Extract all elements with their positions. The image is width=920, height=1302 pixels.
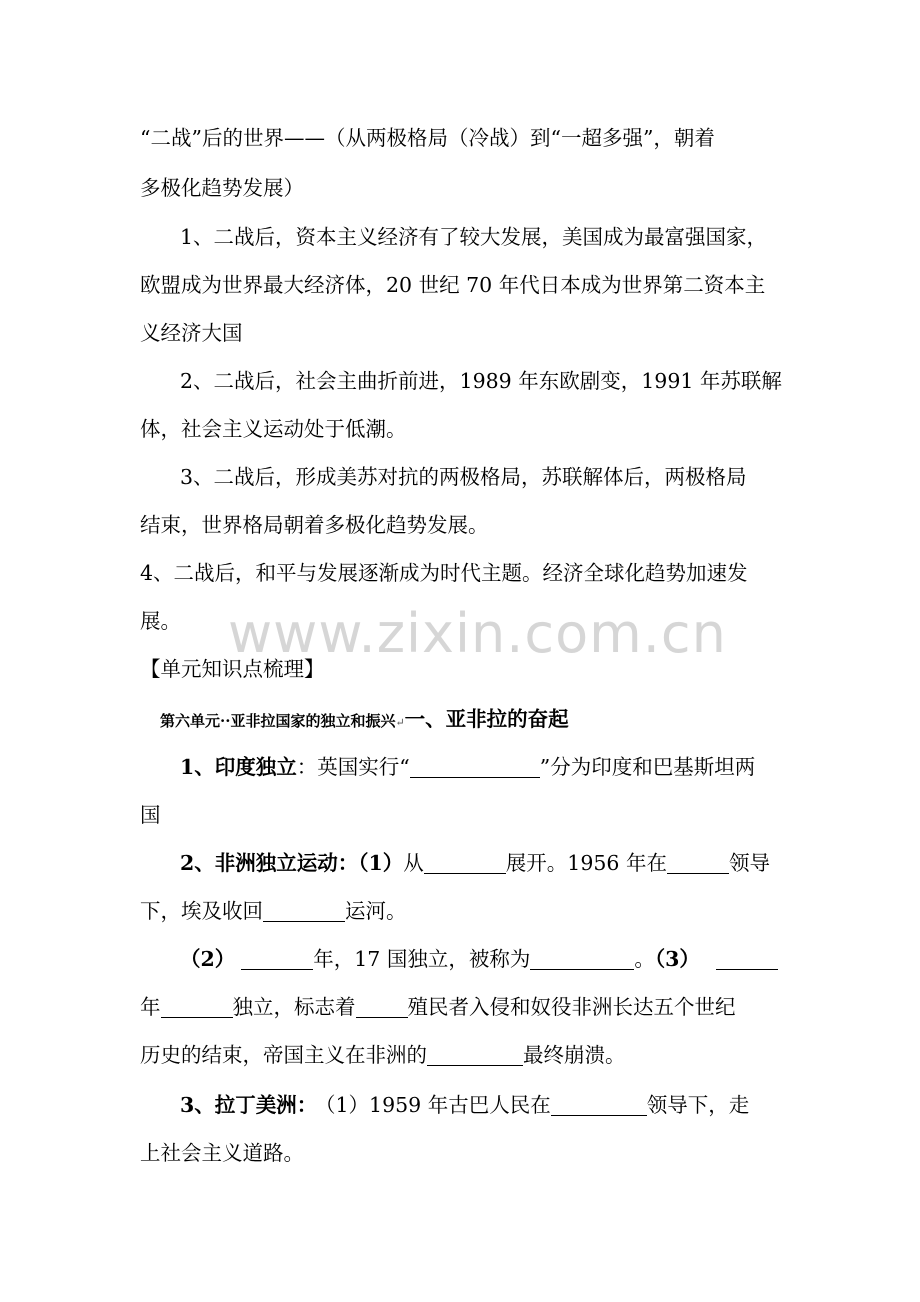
q2-blank-1[interactable]: [424, 851, 506, 874]
q2-blank-3[interactable]: [263, 899, 345, 922]
unit-label: 第六单元··亚非拉国家的独立和振兴: [160, 712, 396, 730]
unit-heading: 一、亚非拉的奋起: [404, 707, 569, 731]
q1-colon: ：英国实行“: [296, 755, 410, 779]
q1-line-2: 国: [140, 803, 161, 827]
p4-line-1: 4、二战后，和平与发展逐渐成为时代主题。经济全球化趋势加速发: [140, 561, 748, 585]
p2-line-2: 体，社会主义运动处于低潮。: [140, 417, 407, 441]
q2-blank-6[interactable]: [716, 947, 778, 970]
q2-n1: （1）: [358, 851, 404, 875]
q1-after: ”分为印度和巴基斯坦两: [539, 755, 756, 779]
q2-blank-7[interactable]: [161, 995, 233, 1018]
q2-l4b: 独立，标志着: [232, 995, 356, 1019]
q2-l2a: 下，埃及收回: [140, 899, 263, 923]
q2-blank-4[interactable]: [241, 947, 313, 970]
q2-blank-2[interactable]: [667, 851, 729, 874]
q2-t1: 从: [403, 851, 424, 875]
q2-n3: （3）: [654, 947, 700, 971]
q3-t2: 领导下，走: [646, 1093, 750, 1117]
unit-header: [160, 704, 569, 738]
q2-t4: 年，17 国独立，被称为: [313, 947, 531, 971]
q3-t1: （1）1959 年古巴人民在: [325, 1093, 551, 1117]
q2-line-2: [140, 896, 407, 926]
q2-l5a: 历史的结束，帝国主义在非洲的: [140, 1043, 427, 1067]
q2-t2: 展开。1956 年在: [505, 851, 667, 875]
p2-line-1: 2、二战后，社会主曲折前进，1989 年东欧剧变，1991 年苏联解: [180, 369, 782, 393]
q3-line-1: [180, 1090, 749, 1120]
q3-blank-1[interactable]: [551, 1093, 647, 1116]
intro-line-1: “二战”后的世界——（从两极格局（冷战）到“一超多强”，朝着: [140, 126, 715, 150]
q2-l2b: 运河。: [345, 899, 407, 923]
q2-t3: 领导: [728, 851, 770, 875]
q2-n2: （2）: [180, 947, 236, 971]
q1-line-1: [180, 752, 755, 782]
p4-line-2: 展。: [140, 609, 181, 633]
q2-blank-8[interactable]: [356, 995, 408, 1018]
watermark: www.zixin.com.cn: [228, 602, 727, 665]
p3-line-1: 3、二战后，形成美苏对抗的两极格局，苏联解体后，两极格局: [180, 465, 747, 489]
q1-head: 1、印度独立: [180, 755, 297, 779]
return-mark: ↵: [395, 716, 405, 729]
p1-line-2: 欧盟成为世界最大经济体，20 世纪 70 年代日本成为世界第二资本主: [140, 273, 766, 297]
p1-line-1: 1、二战后，资本主义经济有了较大发展，美国成为最富强国家，: [180, 225, 768, 249]
p3-line-2: 结束，世界格局朝着多极化趋势发展。: [140, 513, 489, 537]
q2-t5: 。: [634, 947, 655, 971]
q2-blank-9[interactable]: [427, 1043, 523, 1066]
q3-line-2: 上社会主义道路。: [140, 1141, 304, 1165]
q2-line-4: [140, 992, 736, 1022]
q2-blank-5[interactable]: [530, 947, 634, 970]
q2-l4c: 殖民者入侵和奴役非洲长达五个世纪: [407, 995, 736, 1019]
section-title: 【单元知识点梳理】: [140, 657, 325, 681]
q3-head: 3、拉丁美洲：: [180, 1093, 318, 1117]
q2-line-3: [180, 944, 778, 974]
intro-line-2: 多极化趋势发展）: [140, 176, 304, 200]
q1-blank[interactable]: [410, 755, 540, 778]
q2-l5b: 最终崩溃。: [523, 1043, 626, 1067]
q2-line-1: [180, 848, 770, 878]
q2-head: 2、非洲独立运动：: [180, 851, 359, 875]
q2-line-5: [140, 1040, 626, 1070]
p1-line-3: 义经济大国: [140, 321, 243, 345]
q2-l4a: 年: [140, 995, 161, 1019]
